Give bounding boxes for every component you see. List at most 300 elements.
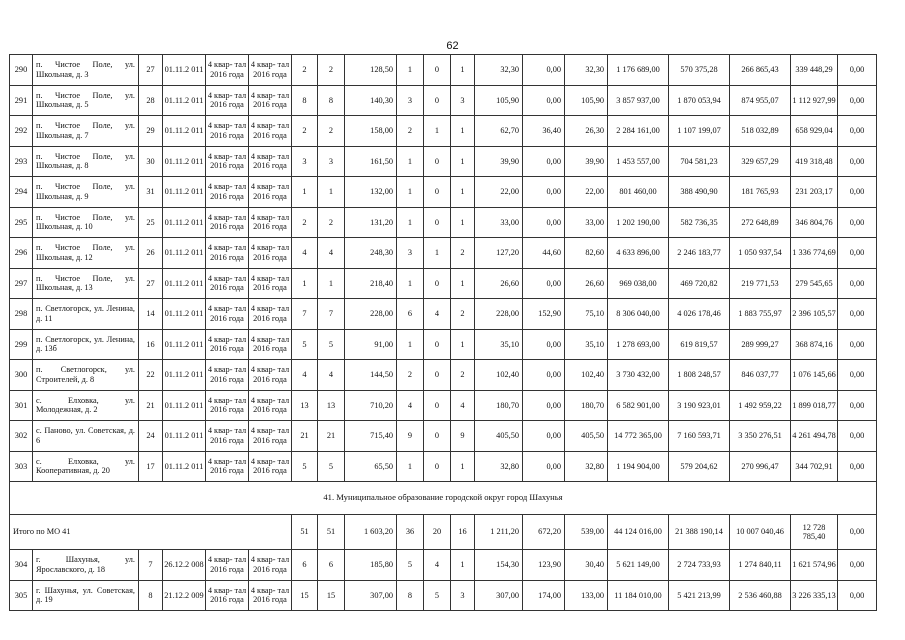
table-row	[10, 329, 877, 360]
cell-c9: 158,00	[345, 116, 397, 147]
cell-c10: 1	[397, 268, 424, 299]
cell-c11: 0	[424, 55, 451, 86]
section-header-row	[10, 482, 877, 515]
cell-q2: 4 квар- тал 2016 года	[249, 55, 292, 86]
cell-c13: 154,30	[475, 550, 523, 581]
total-cell: 10 007 040,46	[730, 515, 791, 550]
cell-c9: 128,50	[345, 55, 397, 86]
cell-c16: 1 278 693,00	[608, 329, 669, 360]
cell-q1: 4 квар- тал 2016 года	[206, 116, 249, 147]
cell-c13: 307,00	[475, 580, 523, 611]
cell-c12: 1	[451, 146, 475, 177]
cell-n: 305	[10, 580, 33, 611]
cell-c11: 5	[424, 580, 451, 611]
cell-c3: 30	[139, 146, 163, 177]
cell-c8: 6	[318, 550, 345, 581]
cell-c20: 0,00	[838, 580, 877, 611]
cell-c17: 388 490,90	[669, 177, 730, 208]
cell-c20: 0,00	[838, 146, 877, 177]
table-row	[10, 360, 877, 391]
cell-n: 295	[10, 207, 33, 238]
cell-date: 01.11.2 011	[163, 390, 206, 421]
cell-c18: 270 996,47	[730, 451, 791, 482]
cell-c8: 2	[318, 55, 345, 86]
total-label: Итого по МО 41	[10, 515, 292, 550]
cell-c15: 405,50	[565, 421, 608, 452]
cell-c18: 1 492 959,22	[730, 390, 791, 421]
cell-q1: 4 квар- тал 2016 года	[206, 329, 249, 360]
cell-c9: 715,40	[345, 421, 397, 452]
cell-n: 299	[10, 329, 33, 360]
housing-register-table	[9, 54, 877, 611]
cell-c13: 102,40	[475, 360, 523, 391]
cell-c14: 0,00	[523, 207, 565, 238]
cell-c19: 1 076 145,66	[791, 360, 838, 391]
cell-date: 21.12.2 009	[163, 580, 206, 611]
cell-c20: 0,00	[838, 116, 877, 147]
cell-c8: 3	[318, 146, 345, 177]
cell-q2: 4 квар- тал 2016 года	[249, 329, 292, 360]
cell-c17: 704 581,23	[669, 146, 730, 177]
cell-c9: 228,00	[345, 299, 397, 330]
cell-n: 302	[10, 421, 33, 452]
cell-n: 290	[10, 55, 33, 86]
cell-n: 292	[10, 116, 33, 147]
cell-c10: 3	[397, 85, 424, 116]
cell-c20: 0,00	[838, 390, 877, 421]
cell-c20: 0,00	[838, 85, 877, 116]
cell-c8: 2	[318, 116, 345, 147]
cell-n: 297	[10, 268, 33, 299]
cell-c8: 1	[318, 268, 345, 299]
total-cell: 51	[318, 515, 345, 550]
cell-c16: 969 038,00	[608, 268, 669, 299]
cell-c7: 13	[292, 390, 318, 421]
cell-c15: 33,00	[565, 207, 608, 238]
cell-c18: 3 350 276,51	[730, 421, 791, 452]
cell-c13: 62,70	[475, 116, 523, 147]
cell-c11: 1	[424, 238, 451, 269]
table-row	[10, 580, 877, 611]
cell-c10: 3	[397, 238, 424, 269]
cell-c12: 9	[451, 421, 475, 452]
cell-c11: 0	[424, 268, 451, 299]
cell-c12: 1	[451, 207, 475, 238]
cell-c19: 658 929,04	[791, 116, 838, 147]
cell-addr: п. Чистое Поле, ул. Школьная, д. 13	[33, 268, 139, 299]
cell-c13: 35,10	[475, 329, 523, 360]
cell-c7: 5	[292, 451, 318, 482]
cell-c7: 1	[292, 177, 318, 208]
cell-c15: 35,10	[565, 329, 608, 360]
cell-c20: 0,00	[838, 238, 877, 269]
cell-c10: 1	[397, 55, 424, 86]
cell-c14: 0,00	[523, 177, 565, 208]
cell-c19: 3 226 335,13	[791, 580, 838, 611]
cell-c7: 2	[292, 55, 318, 86]
cell-q1: 4 квар- тал 2016 года	[206, 421, 249, 452]
cell-c12: 3	[451, 85, 475, 116]
cell-c15: 180,70	[565, 390, 608, 421]
cell-c10: 4	[397, 390, 424, 421]
cell-c14: 0,00	[523, 55, 565, 86]
cell-c9: 248,30	[345, 238, 397, 269]
cell-c7: 4	[292, 238, 318, 269]
table-row	[10, 55, 877, 86]
cell-c19: 346 804,76	[791, 207, 838, 238]
cell-c18: 874 955,07	[730, 85, 791, 116]
cell-n: 293	[10, 146, 33, 177]
cell-c17: 2 246 183,77	[669, 238, 730, 269]
cell-c15: 105,90	[565, 85, 608, 116]
cell-addr: п. Чистое Поле, ул. Школьная, д. 7	[33, 116, 139, 147]
cell-date: 01.11.2 011	[163, 85, 206, 116]
cell-c13: 228,00	[475, 299, 523, 330]
cell-c3: 21	[139, 390, 163, 421]
cell-c13: 180,70	[475, 390, 523, 421]
cell-addr: п. Чистое Поле, ул. Школьная, д. 12	[33, 238, 139, 269]
cell-c7: 21	[292, 421, 318, 452]
cell-c12: 1	[451, 116, 475, 147]
cell-c17: 5 421 213,99	[669, 580, 730, 611]
cell-c14: 123,90	[523, 550, 565, 581]
cell-c10: 1	[397, 146, 424, 177]
cell-c19: 2 396 105,57	[791, 299, 838, 330]
cell-c20: 0,00	[838, 421, 877, 452]
cell-c7: 5	[292, 329, 318, 360]
cell-c11: 0	[424, 329, 451, 360]
cell-q2: 4 квар- тал 2016 года	[249, 421, 292, 452]
cell-n: 294	[10, 177, 33, 208]
cell-q1: 4 квар- тал 2016 года	[206, 299, 249, 330]
cell-c18: 266 865,43	[730, 55, 791, 86]
cell-c3: 28	[139, 85, 163, 116]
total-cell: 21 388 190,14	[669, 515, 730, 550]
cell-c18: 289 999,27	[730, 329, 791, 360]
cell-c13: 405,50	[475, 421, 523, 452]
cell-c10: 5	[397, 550, 424, 581]
cell-c13: 22,00	[475, 177, 523, 208]
cell-c8: 21	[318, 421, 345, 452]
cell-n: 300	[10, 360, 33, 391]
cell-c11: 0	[424, 451, 451, 482]
cell-c19: 279 545,65	[791, 268, 838, 299]
cell-c17: 3 190 923,01	[669, 390, 730, 421]
cell-c10: 1	[397, 329, 424, 360]
cell-c17: 7 160 593,71	[669, 421, 730, 452]
section-title: 41. Муниципальное образование городской округ город Шахунья	[10, 482, 877, 515]
cell-c12: 1	[451, 55, 475, 86]
table-row	[10, 451, 877, 482]
cell-c14: 0,00	[523, 268, 565, 299]
cell-c3: 27	[139, 268, 163, 299]
cell-c17: 1 808 248,57	[669, 360, 730, 391]
cell-c18: 181 765,93	[730, 177, 791, 208]
cell-c8: 2	[318, 207, 345, 238]
cell-c11: 0	[424, 85, 451, 116]
cell-c9: 144,50	[345, 360, 397, 391]
cell-q1: 4 квар- тал 2016 года	[206, 390, 249, 421]
cell-q1: 4 квар- тал 2016 года	[206, 360, 249, 391]
cell-c13: 32,30	[475, 55, 523, 86]
cell-addr: п. Чистое Поле, ул. Школьная, д. 3	[33, 55, 139, 86]
cell-c11: 0	[424, 177, 451, 208]
cell-c16: 11 184 010,00	[608, 580, 669, 611]
cell-c11: 0	[424, 146, 451, 177]
cell-c3: 25	[139, 207, 163, 238]
cell-c15: 102,40	[565, 360, 608, 391]
cell-c9: 710,20	[345, 390, 397, 421]
table-row	[10, 116, 877, 147]
cell-q1: 4 квар- тал 2016 года	[206, 207, 249, 238]
cell-q2: 4 квар- тал 2016 года	[249, 207, 292, 238]
cell-addr: п. Чистое Поле, ул. Школьная, д. 9	[33, 177, 139, 208]
cell-addr: с. Паново, ул. Советская, д. 6	[33, 421, 139, 452]
cell-c16: 801 460,00	[608, 177, 669, 208]
cell-c3: 16	[139, 329, 163, 360]
cell-c17: 619 819,57	[669, 329, 730, 360]
cell-c11: 1	[424, 116, 451, 147]
cell-c15: 82,60	[565, 238, 608, 269]
cell-addr: с. Елховка, ул. Молодежная, д. 2	[33, 390, 139, 421]
total-cell: 12 728 785,40	[791, 515, 838, 550]
total-row	[10, 515, 877, 550]
cell-c19: 339 448,29	[791, 55, 838, 86]
cell-c15: 133,00	[565, 580, 608, 611]
cell-c9: 131,20	[345, 207, 397, 238]
cell-c10: 1	[397, 177, 424, 208]
cell-c14: 0,00	[523, 360, 565, 391]
cell-c16: 3 857 937,00	[608, 85, 669, 116]
cell-c16: 1 453 557,00	[608, 146, 669, 177]
cell-c19: 4 261 494,78	[791, 421, 838, 452]
cell-c8: 5	[318, 329, 345, 360]
cell-c11: 0	[424, 421, 451, 452]
total-cell: 672,20	[523, 515, 565, 550]
cell-c14: 44,60	[523, 238, 565, 269]
cell-addr: п. Светлогорск, ул. Ленина, д. 13б	[33, 329, 139, 360]
cell-c10: 1	[397, 451, 424, 482]
cell-c8: 7	[318, 299, 345, 330]
cell-q1: 4 квар- тал 2016 года	[206, 550, 249, 581]
cell-date: 26.12.2 008	[163, 550, 206, 581]
cell-c10: 9	[397, 421, 424, 452]
cell-c11: 4	[424, 550, 451, 581]
cell-addr: п. Светлогорск, ул. Ленина, д. 11	[33, 299, 139, 330]
cell-c7: 1	[292, 268, 318, 299]
cell-addr: с. Елховка, ул. Кооперативная, д. 20	[33, 451, 139, 482]
cell-addr: п. Чистое Поле, ул. Школьная, д. 8	[33, 146, 139, 177]
cell-c20: 0,00	[838, 360, 877, 391]
cell-q2: 4 квар- тал 2016 года	[249, 550, 292, 581]
cell-c19: 1 112 927,99	[791, 85, 838, 116]
cell-n: 304	[10, 550, 33, 581]
cell-c14: 0,00	[523, 421, 565, 452]
cell-c18: 518 032,89	[730, 116, 791, 147]
cell-c16: 2 284 161,00	[608, 116, 669, 147]
cell-c11: 0	[424, 360, 451, 391]
cell-c9: 140,30	[345, 85, 397, 116]
cell-c19: 1 899 018,77	[791, 390, 838, 421]
cell-c14: 0,00	[523, 451, 565, 482]
cell-c18: 1 050 937,54	[730, 238, 791, 269]
cell-c10: 2	[397, 116, 424, 147]
table-row	[10, 207, 877, 238]
cell-q1: 4 квар- тал 2016 года	[206, 580, 249, 611]
cell-c7: 2	[292, 116, 318, 147]
cell-c12: 4	[451, 390, 475, 421]
cell-n: 291	[10, 85, 33, 116]
cell-c3: 27	[139, 55, 163, 86]
cell-c13: 26,60	[475, 268, 523, 299]
cell-c12: 1	[451, 451, 475, 482]
cell-c9: 91,00	[345, 329, 397, 360]
cell-c18: 1 883 755,97	[730, 299, 791, 330]
cell-c8: 4	[318, 360, 345, 391]
total-cell: 44 124 016,00	[608, 515, 669, 550]
table-row	[10, 390, 877, 421]
cell-q1: 4 квар- тал 2016 года	[206, 177, 249, 208]
cell-c3: 31	[139, 177, 163, 208]
cell-c20: 0,00	[838, 207, 877, 238]
cell-c12: 1	[451, 268, 475, 299]
cell-q1: 4 квар- тал 2016 года	[206, 55, 249, 86]
cell-c11: 0	[424, 207, 451, 238]
cell-c3: 22	[139, 360, 163, 391]
cell-q1: 4 квар- тал 2016 года	[206, 85, 249, 116]
cell-c3: 8	[139, 580, 163, 611]
cell-c15: 75,10	[565, 299, 608, 330]
cell-q2: 4 квар- тал 2016 года	[249, 268, 292, 299]
cell-c3: 24	[139, 421, 163, 452]
cell-addr: г. Шахунья, ул. Советская, д. 19	[33, 580, 139, 611]
cell-c9: 185,80	[345, 550, 397, 581]
cell-c12: 2	[451, 299, 475, 330]
cell-c17: 582 736,35	[669, 207, 730, 238]
total-cell: 20	[424, 515, 451, 550]
cell-c16: 5 621 149,00	[608, 550, 669, 581]
cell-n: 296	[10, 238, 33, 269]
cell-c20: 0,00	[838, 451, 877, 482]
cell-c13: 32,80	[475, 451, 523, 482]
cell-q1: 4 квар- тал 2016 года	[206, 268, 249, 299]
cell-q2: 4 квар- тал 2016 года	[249, 116, 292, 147]
cell-date: 01.11.2 011	[163, 238, 206, 269]
cell-c7: 4	[292, 360, 318, 391]
cell-date: 01.11.2 011	[163, 268, 206, 299]
cell-c19: 231 203,17	[791, 177, 838, 208]
cell-c9: 307,00	[345, 580, 397, 611]
cell-c10: 2	[397, 360, 424, 391]
cell-c18: 329 657,29	[730, 146, 791, 177]
cell-q2: 4 квар- тал 2016 года	[249, 451, 292, 482]
cell-c14: 0,00	[523, 85, 565, 116]
cell-c13: 127,20	[475, 238, 523, 269]
cell-c20: 0,00	[838, 177, 877, 208]
total-cell: 539,00	[565, 515, 608, 550]
cell-c15: 26,30	[565, 116, 608, 147]
table-row	[10, 268, 877, 299]
cell-date: 01.11.2 011	[163, 116, 206, 147]
cell-c16: 1 194 904,00	[608, 451, 669, 482]
table-row	[10, 85, 877, 116]
cell-date: 01.11.2 011	[163, 421, 206, 452]
cell-c19: 1 621 574,96	[791, 550, 838, 581]
cell-c16: 1 176 689,00	[608, 55, 669, 86]
cell-date: 01.11.2 011	[163, 329, 206, 360]
cell-c9: 132,00	[345, 177, 397, 208]
total-cell: 1 603,20	[345, 515, 397, 550]
cell-addr: п. Чистое Поле, ул. Школьная, д. 10	[33, 207, 139, 238]
cell-c12: 3	[451, 580, 475, 611]
cell-q2: 4 квар- тал 2016 года	[249, 85, 292, 116]
cell-c11: 0	[424, 390, 451, 421]
cell-c17: 1 870 053,94	[669, 85, 730, 116]
cell-c12: 1	[451, 329, 475, 360]
cell-c14: 0,00	[523, 329, 565, 360]
table-row	[10, 238, 877, 269]
cell-c14: 36,40	[523, 116, 565, 147]
cell-c18: 219 771,53	[730, 268, 791, 299]
cell-q1: 4 квар- тал 2016 года	[206, 238, 249, 269]
cell-q2: 4 квар- тал 2016 года	[249, 177, 292, 208]
total-cell: 16	[451, 515, 475, 550]
table-row	[10, 146, 877, 177]
cell-q2: 4 квар- тал 2016 года	[249, 146, 292, 177]
cell-c17: 469 720,82	[669, 268, 730, 299]
cell-c7: 15	[292, 580, 318, 611]
cell-date: 01.11.2 011	[163, 177, 206, 208]
cell-c7: 7	[292, 299, 318, 330]
total-cell: 36	[397, 515, 424, 550]
cell-c9: 218,40	[345, 268, 397, 299]
cell-q2: 4 квар- тал 2016 года	[249, 238, 292, 269]
cell-date: 01.11.2 011	[163, 207, 206, 238]
page-number: 62	[446, 40, 459, 52]
cell-c19: 344 702,91	[791, 451, 838, 482]
cell-q2: 4 квар- тал 2016 года	[249, 360, 292, 391]
cell-c10: 1	[397, 207, 424, 238]
total-cell: 0,00	[838, 515, 877, 550]
cell-c18: 846 037,77	[730, 360, 791, 391]
cell-c12: 2	[451, 360, 475, 391]
cell-c3: 7	[139, 550, 163, 581]
cell-addr: г. Шахунья, ул. Ярославского, д. 18	[33, 550, 139, 581]
cell-c15: 26,60	[565, 268, 608, 299]
cell-c16: 14 772 365,00	[608, 421, 669, 452]
cell-c20: 0,00	[838, 329, 877, 360]
cell-date: 01.11.2 011	[163, 451, 206, 482]
cell-c16: 1 202 190,00	[608, 207, 669, 238]
cell-c12: 1	[451, 550, 475, 581]
table-row	[10, 421, 877, 452]
cell-c16: 3 730 432,00	[608, 360, 669, 391]
cell-addr: п. Чистое Поле, ул. Школьная, д. 5	[33, 85, 139, 116]
cell-n: 301	[10, 390, 33, 421]
cell-c14: 152,90	[523, 299, 565, 330]
cell-q2: 4 квар- тал 2016 года	[249, 299, 292, 330]
cell-c14: 0,00	[523, 390, 565, 421]
cell-c17: 2 724 733,93	[669, 550, 730, 581]
cell-c9: 161,50	[345, 146, 397, 177]
cell-addr: п. Светлогорск, ул. Строителей, д. 8	[33, 360, 139, 391]
cell-c14: 174,00	[523, 580, 565, 611]
total-cell: 1 211,20	[475, 515, 523, 550]
cell-c3: 17	[139, 451, 163, 482]
cell-c17: 570 375,28	[669, 55, 730, 86]
cell-c19: 368 874,16	[791, 329, 838, 360]
cell-c16: 4 633 896,00	[608, 238, 669, 269]
